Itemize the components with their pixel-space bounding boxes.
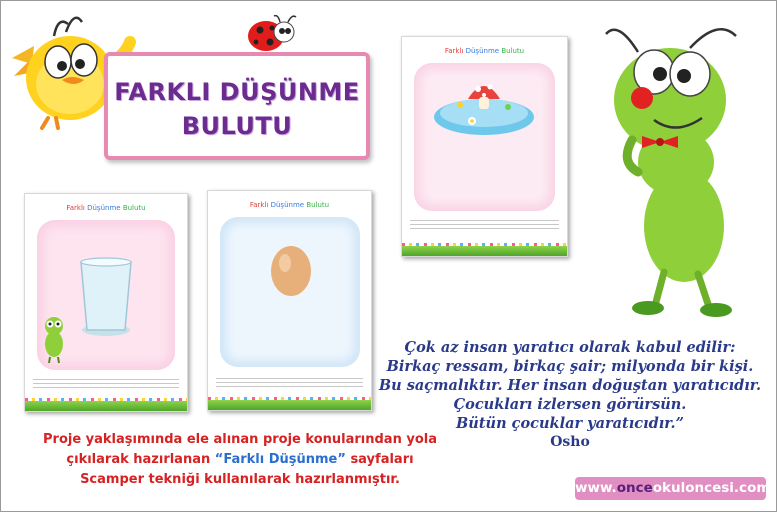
website-link[interactable]: www.onceokuloncesi.com xyxy=(575,477,766,500)
grass-border xyxy=(208,400,371,410)
description-line: Scamper tekniği kullanılarak hazırlanmıştır. xyxy=(80,472,400,487)
worksheet-mushroom xyxy=(401,36,568,257)
text-lines xyxy=(33,379,179,389)
title-sign xyxy=(104,52,370,160)
description-line: Proje yaklaşımında ele alınan proje konularından yola xyxy=(43,432,437,447)
quote-line: Bu saçmalıktır. Her insan doğuştan yaratıcıdır. xyxy=(378,377,762,394)
quote-line: Birkaç ressam, birkaç şair; milyonda bir kişi. xyxy=(386,358,754,375)
quote-line: Çok az insan yaratıcı olarak kabul edilir: xyxy=(404,339,736,356)
quote-line: Bütün çocuklar yaratıcıdır.” xyxy=(456,415,684,432)
bug-character-illustration xyxy=(598,12,758,322)
worksheet-header: Farklı Düşünme Bulutu xyxy=(66,204,146,212)
ladybug-illustration xyxy=(244,12,298,54)
egg-illustration xyxy=(268,239,314,299)
bug-mini-illustration xyxy=(39,314,69,364)
glass-illustration xyxy=(77,256,135,338)
text-lines xyxy=(216,378,363,388)
grass-border xyxy=(25,401,187,411)
title-line-2: BULUTU xyxy=(181,112,293,140)
title-line-1: FARKLI DÜŞÜNME xyxy=(114,78,360,106)
grass-border xyxy=(402,246,567,256)
worksheet-egg xyxy=(207,190,372,411)
highlight-text: “Farklı Düşünme” xyxy=(214,452,346,467)
description-line: çıkılarak hazırlanan “Farklı Düşünme” sayfaları xyxy=(66,452,414,467)
description-text xyxy=(20,430,460,490)
quote-line: Çocukları izlersen görürsün. xyxy=(453,396,687,413)
mushroom-pond-illustration xyxy=(432,69,536,139)
quote-author: Osho xyxy=(550,434,590,450)
worksheet-header: Farklı Düşünme Bulutu xyxy=(249,201,330,209)
worksheet-header: Farklı Düşünme Bulutu xyxy=(444,47,525,55)
text-lines xyxy=(410,220,559,230)
worksheet-glass xyxy=(24,193,188,412)
